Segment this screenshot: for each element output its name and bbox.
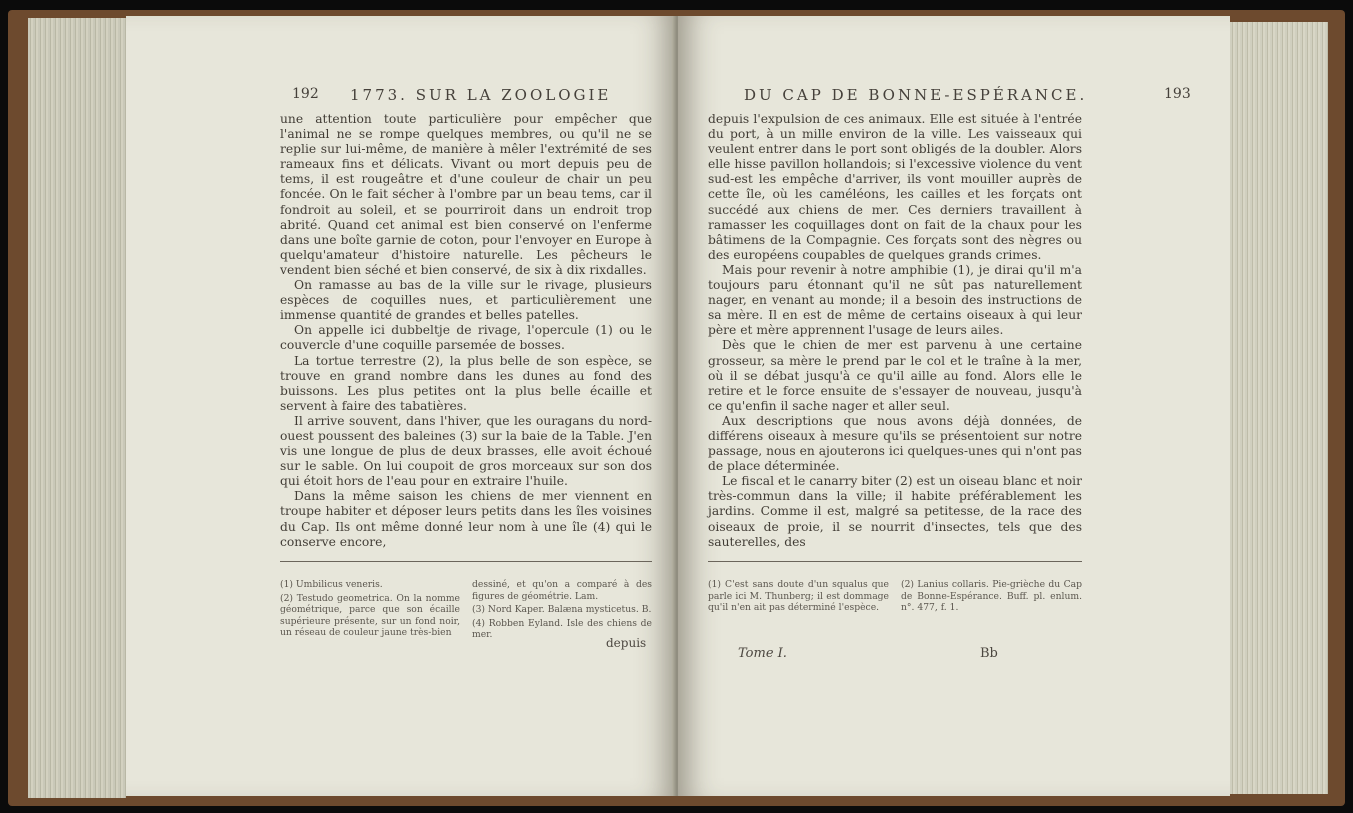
right-page [678,16,1230,796]
left-page-edges [28,18,126,798]
page-number-right: 193 [1164,86,1191,102]
footnote: (3) Nord Kaper. Balæna mysticetus. B. [472,604,652,615]
left-body-text [280,112,652,550]
paragraph: Dans la même saison les chiens de mer viennent en troupe habiter et déposer leurs petits dans les îles voisines du Cap. Ils ont même donné leur nom à une île (4) qui le conserve encore, [280,489,652,549]
paragraph: une attention toute particulière pour empêcher que l'animal ne se rompe quelques membres, ou qu'il ne se replie sur lui-même, de manière à mêler l'extrémité de ses rameaux fins et délicats. Vivant ou mort depuis peu de tems, il est rougeâtre et d'une couleur de chair un peu foncée. On le fait sécher à l'ombre par un beau tems, car il fondroit au soleil, et se pourriroit dans un endroit trop abrité. Quand cet animal est bien conservé on l'enferme dans une boîte garnie de coton, pour l'envoyer en Europe à quelqu'amateur d'histoire naturelle. Les pêcheurs le vendent bien séché et bien conservé, de six à dix rixdalles. [280,112,652,277]
paragraph: Aux descriptions que nous avons déjà données, de différens oiseaux à mesure qu'ils se présentoient sur notre passage, nous en ajouterons ici quelques-unes qui n'ont pas de place déterminée. [708,413,1082,474]
footnote: (2) Lanius collaris. Pie-grièche du Cap de Bonne-Espérance. Buff. pl. enlum. n°. 477, f. 1. [901,579,1082,613]
catchword: depuis [606,636,647,650]
running-title-right: DU CAP DE BONNE-ESPÉRANCE. [744,86,1088,104]
footnote-column [280,579,460,643]
gathering-signature: Bb [980,646,998,661]
paragraph: Dès que le chien de mer est parvenu à une certaine grosseur, sa mère le prend par le col et le traîne à la mer, où il se débat jusqu'à ce qu'il aille au fond. Alors elle le retire et le force ensuite de s'essayer de nouveau, jusqu'à ce qu'enfin il sache nager et aller seul. [708,338,1082,413]
right-page-edges [1230,22,1328,794]
footnote: (1) Umbilicus veneris. [280,579,383,590]
footnote-column [708,579,889,616]
footnote-rule [280,561,652,562]
paragraph: Le fiscal et le canarry biter (2) est un oiseau blanc et noir très-commun dans la ville; il habite préférablement les jardins. Comme il est, malgré sa petitesse, de la race des oiseaux de proie, il se nourrit d'insectes, tels que des sauterelles, des [708,474,1082,549]
footnote-rule [708,561,1082,562]
footnotes-left [280,579,652,643]
paragraph: La tortue terrestre (2), la plus belle de son espèce, se trouve en grand nombre dans les dunes au fond des buissons. Les plus petites ont la plus belle écaille et servent à faire des tabatières. [280,353,652,413]
running-title-left: 1773. SUR LA ZOOLOGIE [350,86,612,104]
footnote: dessiné, et qu'on a comparé à des figures de géométrie. Lam. [472,579,652,602]
footnotes-right [708,579,1082,616]
paragraph: Mais pour revenir à notre amphibie (1), je dirai qu'il m'a toujours paru étonnant qu'il ne sût pas naturellement nager, en venant au monde; il a besoin des instructions de sa mère. Il en est de même de certains oiseaux à qui leur père et mère apprennent l'usage de leurs ailes. [708,262,1082,338]
footnote-column [901,579,1082,616]
paragraph: depuis l'expulsion de ces animaux. Elle est située à l'entrée du port, à un mille environ de la ville. Les vaisseaux qui veulent entrer dans le port sont obligés de la doubler. Alors elle hisse pavillon hollandois; si l'excessive violence du vent sud-est les empêche d'arriver, ils vont mouiller auprès de cette île, où les caméléons, les cailles et les forçats ont succédé aux chiens de mer. Ces derniers travaillent à ramasser les coquillages dont on fait de la chaux pour les bâtimens de la Compagnie. Ces forçats sont des nègres ou des européens coupables de quelques grands crimes. [708,112,1082,262]
paragraph: Il arrive souvent, dans l'hiver, que les ouragans du nord-ouest poussent des baleines (3) sur la baie de la Table. J'en vis une longue de plus de deux brasses, elle avoit échoué sur le sable. On lui coupoit de gros morceaux sur son dos qui étoit hors de l'eau pour en extraire l'huile. [280,413,652,489]
page-number-left: 192 [292,86,319,102]
volume-signature: Tome I. [738,646,787,661]
paragraph: On ramasse au bas de la ville sur le rivage, plusieurs espèces de coquilles nues, et particulièrement une immense quantité de grandes et belles patelles. [280,278,652,323]
footnote: (1) C'est sans doute d'un squalus que parle ici M. Thunberg; il est dommage qu'il n'en ait pas déterminé l'espèce. [708,579,889,613]
footnote: (4) Robben Eyland. Isle des chiens de mer. [472,617,652,640]
right-body-text [708,112,1082,550]
footnote: (2) Testudo geometrica. On la nomme géométrique, parce que son écaille supérieure présente, sur un fond noir, un réseau de couleur jaune très-bien [280,592,460,638]
paragraph: On appelle ici dubbeltje de rivage, l'opercule (1) ou le couvercle d'une coquille parsemée de bosses. [280,323,652,353]
left-page [126,16,676,796]
footnote-column [472,579,652,643]
